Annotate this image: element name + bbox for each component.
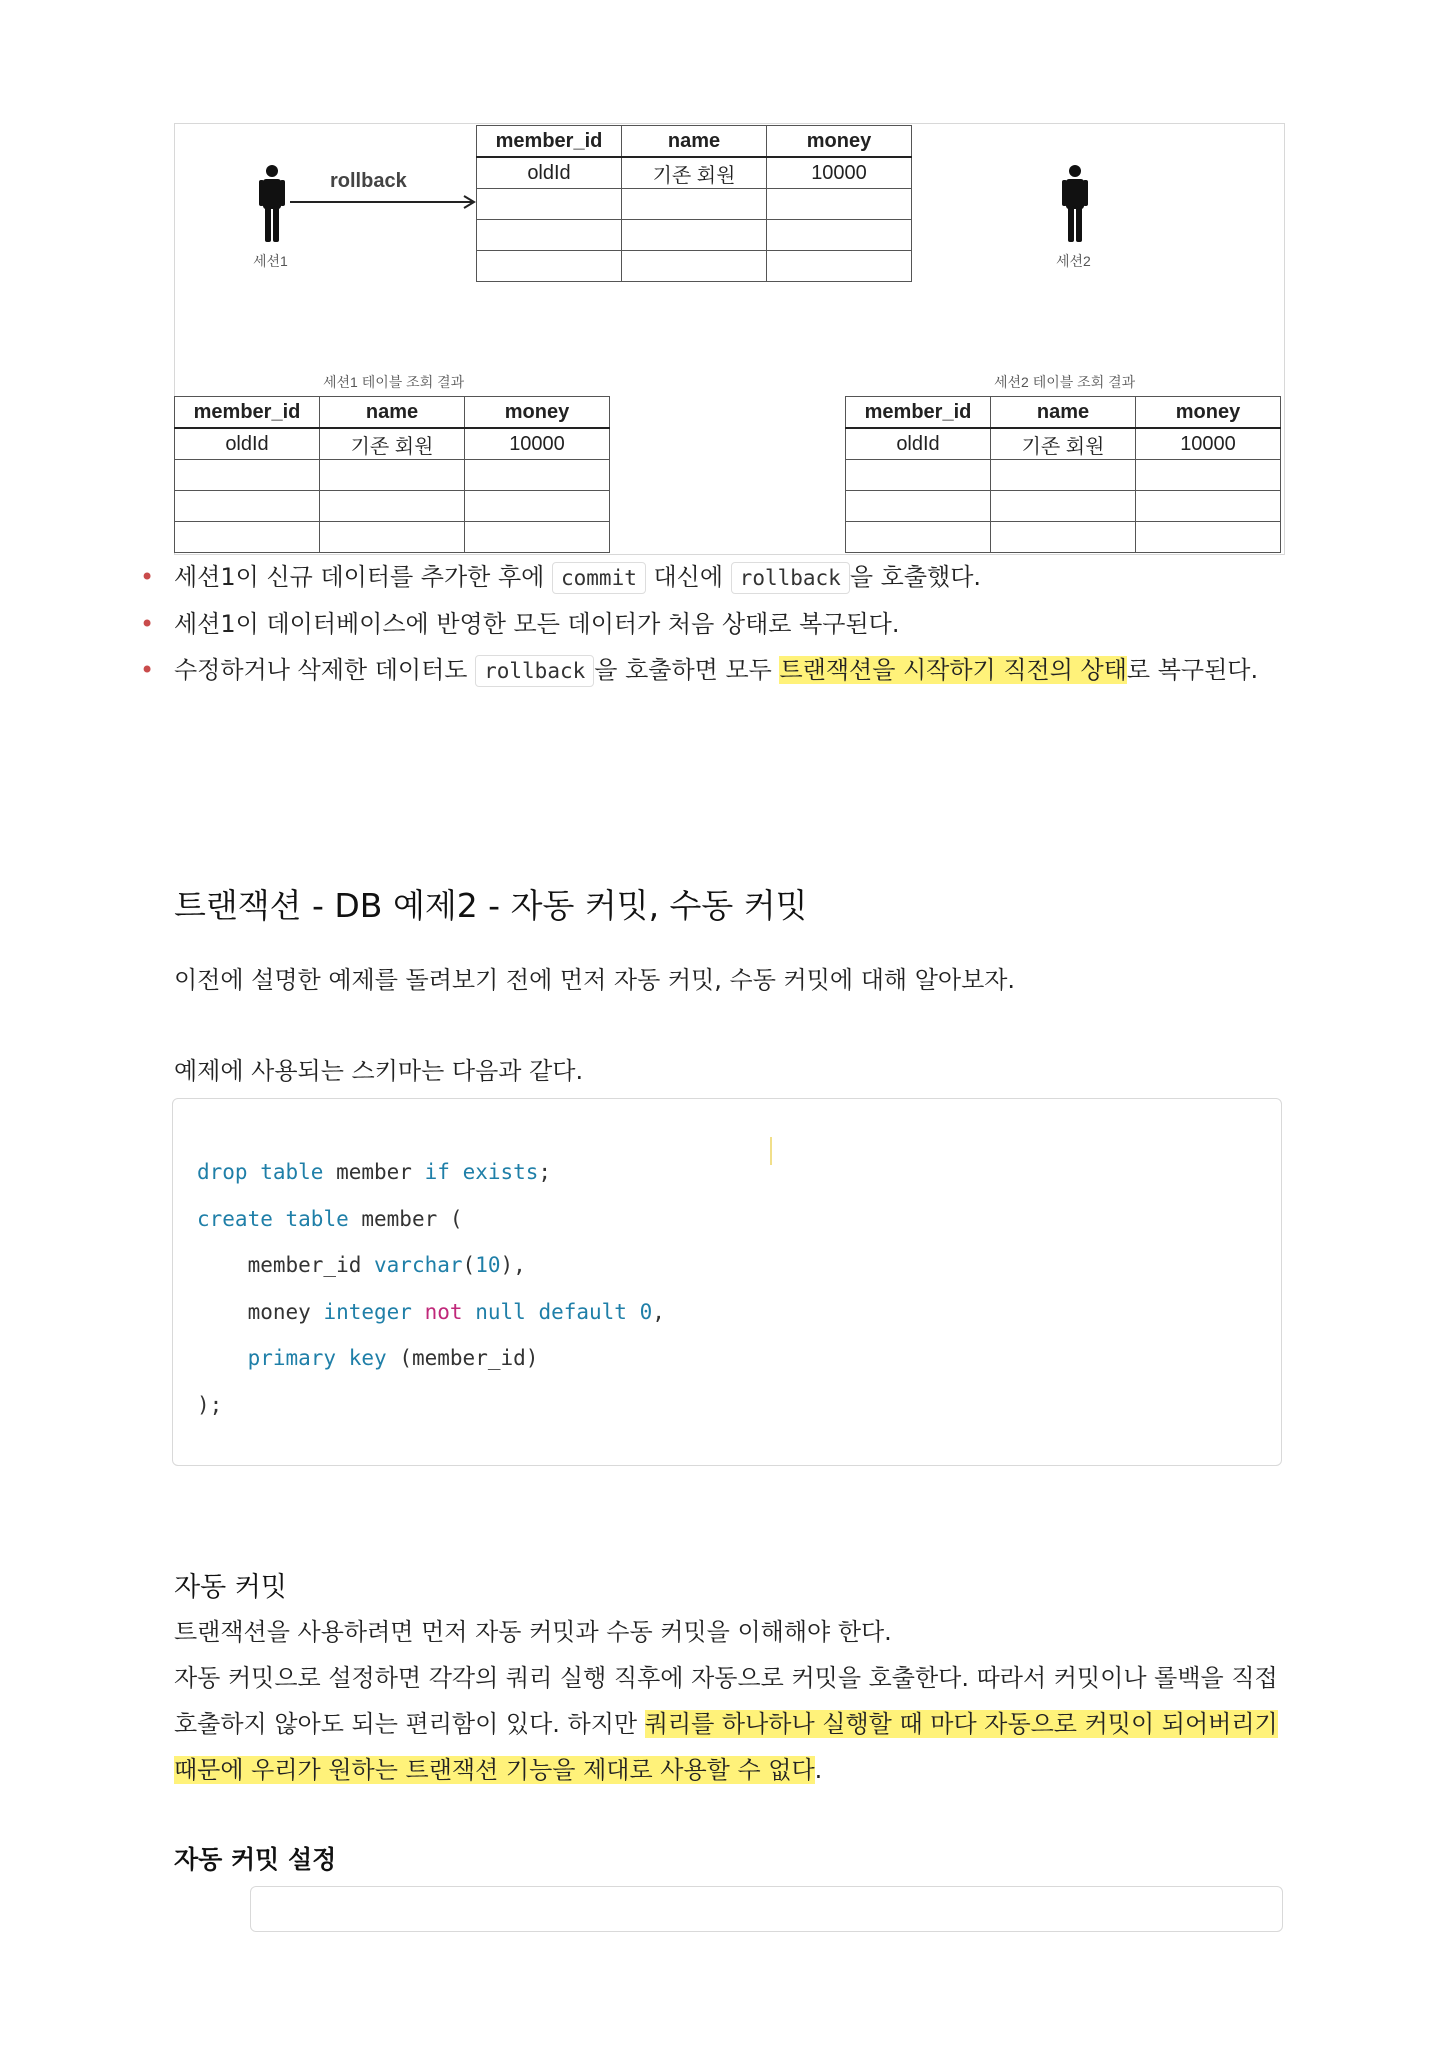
rollback-label: rollback [330,170,407,192]
autocommit-line1: 트랜잭션을 사용하려면 먼저 자동 커밋과 수동 커밋을 이해해야 한다. [174,1618,892,1646]
plain-text: . [814,1756,823,1784]
db-table [476,125,912,282]
person-icon [257,164,287,244]
cell: 기존 회원 [991,428,1136,460]
session1-label: 세션1 [253,253,288,269]
highlighted-text: 쿼리를 하나하나 실행할 때 마다 자동으로 커밋이 되어버리기 [644,1710,1278,1738]
session2-label: 세션2 [1056,253,1091,269]
cell [622,189,767,220]
intro-text: 이전에 설명한 예제를 돌려보기 전에 먼저 자동 커밋, 수동 커밋에 대해 알아보자. [174,966,1016,994]
col-member-id: member_id [846,397,991,429]
cell [767,251,912,282]
cell [846,460,991,491]
autocommit-line4 [174,1747,822,1793]
cell [465,460,610,491]
cell [991,491,1136,522]
result1-caption: 세션1 테이블 조회 결과 [323,374,465,390]
cell: 10000 [1136,428,1281,460]
cell [991,460,1136,491]
cell [1136,522,1281,553]
cell: oldId [175,428,320,460]
cell [175,491,320,522]
cell [622,251,767,282]
cell: 기존 회원 [622,157,767,189]
session1-result-table [174,396,610,553]
col-name: name [991,397,1136,429]
bullet-text: 수정하거나 삭제한 데이터도 [174,656,476,684]
bullet-text: 세션1이 데이터베이스에 반영한 모든 데이터가 처음 상태로 복구된다. [174,610,900,638]
bullet-text: 을 호출했다. [849,563,982,591]
list-item [136,653,1286,688]
cell [477,251,622,282]
cell [465,522,610,553]
autocommit-line3 [174,1701,1278,1747]
autocommit-settings-heading: 자동 커밋 설정 [174,1845,337,1874]
person-icon [1060,164,1090,244]
cell [175,460,320,491]
cell [1136,491,1281,522]
list-item [136,560,1286,595]
cell [465,491,610,522]
inline-code: rollback [475,655,594,687]
bullet-list [136,560,1286,700]
schema-intro-text: 예제에 사용되는 스키마는 다음과 같다. [174,1057,584,1085]
cell: 10000 [767,157,912,189]
cell [320,491,465,522]
col-name: name [320,397,465,429]
cell [767,189,912,220]
highlighted-text: 트랜잭션을 시작하기 직전의 상태 [779,656,1127,684]
code-block [250,1886,1283,1932]
cell: oldId [846,428,991,460]
autocommit-line2: 자동 커밋으로 설정하면 각각의 쿼리 실행 직후에 자동으로 커밋을 호출한다. 따라서 커밋이나 롤백을 직접 [174,1664,1278,1692]
bullet-text: 로 복구된다. [1126,656,1259,684]
cell [622,220,767,251]
cell [767,220,912,251]
cell [175,522,320,553]
cell [477,220,622,251]
cell [846,491,991,522]
arrow-right-icon [290,194,480,210]
section-title: 트랜잭션 - DB 예제2 - 자동 커밋, 수동 커밋 [174,886,808,925]
cell [1136,460,1281,491]
sql-code: drop table member if exists; create table member ( member_id varchar(10), money integer not null default 0, primary key (member_id) ); [197,1160,665,1417]
cell: oldId [477,157,622,189]
text-cursor [770,1137,772,1165]
plain-text: 호출하지 않아도 되는 편리함이 있다. 하지만 [174,1710,645,1738]
inline-code: commit [552,562,646,594]
bullet-text: 세션1이 신규 데이터를 추가한 후에 [174,563,552,591]
col-money: money [767,126,912,158]
session2-result-table [845,396,1281,553]
list-item [136,607,1286,641]
code-block [172,1098,1282,1466]
col-money: money [465,397,610,429]
inline-code: rollback [731,562,850,594]
transaction-diagram [174,123,1285,555]
cell: 10000 [465,428,610,460]
bullet-text: 대신에 [645,563,731,591]
cell [477,189,622,220]
cell [320,460,465,491]
cell [991,522,1136,553]
autocommit-heading: 자동 커밋 [174,1572,287,1603]
col-member-id: member_id [477,126,622,158]
highlighted-text: 때문에 우리가 원하는 트랜잭션 기능을 제대로 사용할 수 없다 [174,1756,815,1784]
result2-caption: 세션2 테이블 조회 결과 [994,374,1136,390]
cell [846,522,991,553]
cell: 기존 회원 [320,428,465,460]
col-member-id: member_id [175,397,320,429]
col-money: money [1136,397,1281,429]
cell [320,522,465,553]
col-name: name [622,126,767,158]
bullet-text: 을 호출하면 모두 [594,656,780,684]
